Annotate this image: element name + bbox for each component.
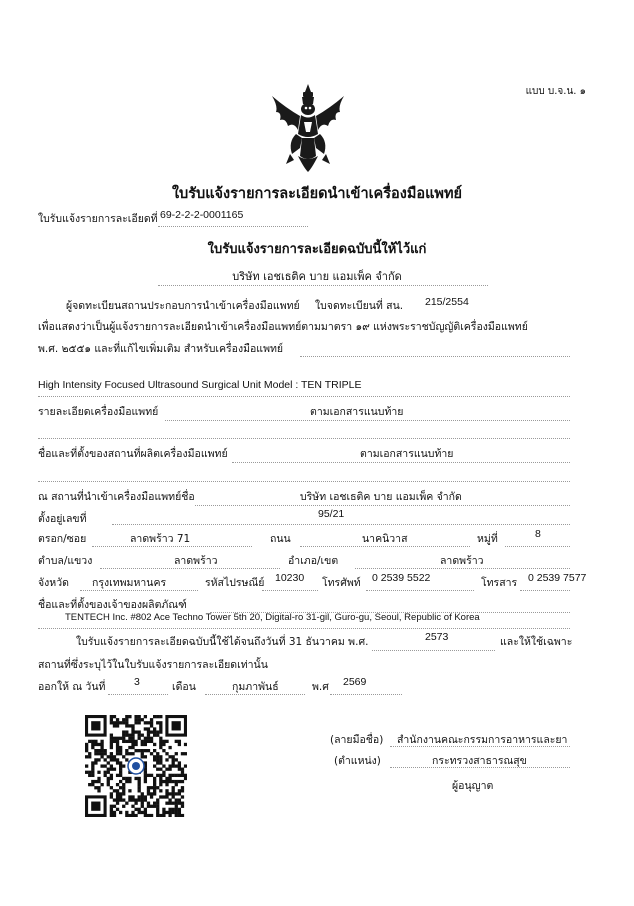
house-no-value: 95/21: [318, 508, 345, 520]
device-detail-label: รายละเอียดเครื่องมือแพทย์: [38, 406, 159, 418]
phone-label: โทรศัพท์: [322, 577, 361, 589]
manufacturer-site-value: ตามเอกสารแนบท้าย: [360, 448, 454, 460]
issued-month: กุมภาพันธ์: [232, 681, 279, 693]
district-label: อำเภอ/เขต: [288, 555, 339, 567]
registration-label: ใบจดทะเบียนที่ สน.: [315, 300, 404, 312]
province-value: กรุงเทพมหานคร: [92, 577, 167, 589]
receipt-no-value: 69-2-2-2-0001165: [160, 209, 244, 221]
house-no-label: ตั้งอยู่เลขที่: [38, 513, 87, 525]
garuda-emblem: [266, 82, 350, 174]
soi-label: ตรอก/ซอย: [38, 533, 87, 545]
form-code: แบบ บ.จ.น. ๑: [525, 86, 586, 97]
issued-year-label: พ.ศ: [312, 681, 329, 693]
issued-date-label: ออกให้ ณ วันที่: [38, 681, 106, 693]
registration-value: 215/2554: [425, 296, 469, 308]
document-subtitle: ใบรับแจ้งรายการละเอียดฉบับนี้ให้ไว้แก่: [207, 242, 427, 257]
importer-value: บริษัท เอชเธติค บาย แอมเพ็ค จำกัด: [300, 491, 462, 503]
para-line-3: พ.ศ. ๒๕๕๑ และที่แก้ไขเพิ่มเติม สำหรับเครื่องมือแพทย์: [38, 343, 284, 355]
issued-day: 3: [134, 676, 140, 688]
receipt-no-label: ใบรับแจ้งรายการละเอียดที่: [38, 213, 158, 225]
issued-month-label: เดือน: [172, 681, 196, 693]
company-name: บริษัท เอชเธติค บาย แอมเพ็ค จำกัด: [232, 270, 402, 283]
district-value: ลาดพร้าว: [440, 555, 484, 567]
position-value: กระทรวงสาธารณสุข: [432, 755, 527, 767]
para-line-1: ผู้จดทะเบียนสถานประกอบการนำเข้าเครื่องมือแพทย์: [66, 300, 300, 312]
signature-value: สำนักงานคณะกรรมการอาหารและยา: [397, 734, 568, 746]
moo-label: หมู่ที่: [477, 533, 498, 545]
para-line-2: เพื่อแสดงว่าเป็นผู้แจ้งรายการละเอียดนำเข้าเครื่องมือแพทย์ตามมาตรา ๑๙ แห่งพระราชบัญญัติเครื่องมือแพทย์: [38, 321, 528, 333]
phone-value: 0 2539 5522: [372, 572, 431, 584]
device-detail-value: ตามเอกสารแนบท้าย: [310, 406, 404, 418]
soi-value: ลาดพร้าว 71: [130, 533, 191, 545]
postcode-label: รหัสไปรษณีย์: [205, 577, 265, 589]
qr-code: [85, 715, 187, 817]
province-label: จังหวัด: [38, 577, 69, 589]
validity-text-2: และให้ใช้เฉพาะ: [500, 636, 573, 648]
owner-label: ชื่อและที่ตั้งของเจ้าของผลิตภัณฑ์: [38, 599, 187, 611]
validity-text-3: สถานที่ซึ่งระบุไว้ในใบรับแจ้งรายการละเอียดเท่านั้น: [38, 659, 268, 671]
manufacturer-site-label: ชื่อและที่ตั้งของสถานที่ผลิตเครื่องมือแพทย์: [38, 448, 228, 460]
road-value: นาคนิวาส: [362, 533, 408, 545]
document-title: ใบรับแจ้งรายการละเอียดนำเข้าเครื่องมือแพทย์: [171, 186, 463, 202]
postcode-value: 10230: [275, 572, 305, 584]
position-label: (ตำแหน่ง): [334, 755, 381, 767]
owner-value: TENTECH Inc. #802 Ace Techno Tower 5th 20, Digital-ro 31-gil, Guro-gu, Seoul, Republic of Korea: [65, 612, 480, 623]
approver-label: ผู้อนุญาต: [452, 780, 494, 792]
subdistrict-label: ตำบล/แขวง: [38, 555, 93, 567]
device-name: High Intensity Focused Ultrasound Surgical Unit Model : TEN TRIPLE: [38, 379, 362, 391]
validity-text: ใบรับแจ้งรายการละเอียดฉบับนี้ใช้ได้จนถึงวันที่ 31 ธันวาคม พ.ศ.: [76, 636, 369, 648]
fax-label: โทรสาร: [481, 577, 518, 589]
validity-year: 2573: [425, 631, 449, 643]
moo-value: 8: [535, 528, 541, 540]
signature-label: (ลายมือชื่อ): [330, 734, 384, 746]
fax-value: 0 2539 7577: [528, 572, 587, 584]
road-label: ถนน: [270, 533, 291, 545]
importer-label: ณ สถานที่นำเข้าเครื่องมือแพทย์ชื่อ: [38, 491, 195, 503]
issued-year: 2569: [343, 676, 367, 688]
subdistrict-value: ลาดพร้าว: [174, 555, 218, 567]
